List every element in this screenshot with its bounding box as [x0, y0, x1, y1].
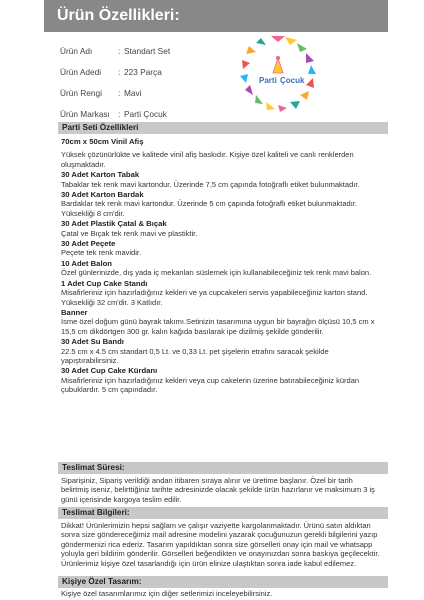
info-separator: :	[118, 87, 121, 98]
feature-text: Yüksek çözünürlükte ve kalitede vinil afiş baskıdır. Kişiye özel kaliteli ve canlı renklerden oluşmaktadır.	[61, 150, 354, 169]
section-delivery-title: Teslimat Bilgileri:	[58, 507, 388, 519]
page-title: Ürün Özellikleri:	[44, 0, 388, 32]
feature-title: 30 Adet Karton Tabak	[61, 170, 140, 180]
info-separator: :	[118, 108, 121, 119]
feature-title: 1 Adet Cup Cake Standı	[61, 278, 148, 288]
feature-title: 30 Adet Peçete	[61, 239, 116, 249]
shipping-text: Siparişiniz, Sipariş verildiği andan itibaren sıraya alınır ve üretime başlanır. Özel bir tarih belirtmiş iseniz, belirttiğiniz tarihte adresinizde olacak şekilde ürün hazırlanır ve maksimum 3 iş günü içerisinde kargoya teslim edilir.	[61, 476, 375, 504]
party-hat-icon	[273, 56, 283, 73]
feature-text: Çatal ve Bıçak tek renk mavi ve plastiktir.	[61, 228, 198, 238]
info-label: Ürün Adedi	[60, 66, 102, 77]
parti-cocuk-logo	[240, 36, 316, 112]
feature-title: 30 Adet Plastik Çatal & Bıçak	[61, 219, 167, 229]
info-row-color	[60, 82, 240, 103]
logo-text-right: Çocuk	[280, 76, 305, 85]
feature-text: Peçete tek renk mavidir.	[61, 248, 142, 258]
info-label: Ürün Markası	[60, 108, 110, 119]
feature-title: 30 Adet Cup Cake Kürdanı	[61, 366, 158, 376]
info-separator: :	[118, 45, 121, 56]
feature-text: 22.5 cm x 4.5 cm standart 0,5 Lt. ve 0,33 Lt. pet şişelerin etrafını saracak şekilde yapıştırabilirsiniz.	[61, 346, 329, 365]
logo-text-left: Parti	[259, 76, 277, 85]
custom-text: Kişiye özel tasarımlarımız için diğer setlerimizi inceleyebilirsiniz.	[61, 589, 273, 598]
info-value: Mavi	[124, 87, 142, 98]
info-row-count	[60, 61, 240, 82]
info-separator: :	[118, 66, 121, 77]
feature-title: Banner	[61, 307, 88, 317]
info-label: Ürün Adı	[60, 45, 93, 56]
info-value: 223 Parça	[124, 66, 162, 77]
info-row-brand	[60, 103, 240, 124]
feature-text: Misafirleriniz için hazırladığınız kekleri ve ya cupcakeleri servis yapabileceğiniz karton stand. Yüksekliği 32 cm'dir. 3 Katlıdır.	[61, 288, 368, 307]
feature-text: Özel günlerinizde, dış yada iç mekanları süslemek için kullanabileceğiniz tek renk mavi balon.	[61, 268, 372, 278]
delivery-text: Dikkat! Ürünlerimizin hepsi sağlam ve çalışır vaziyette kargolanmaktadır. Ürünü satın aldıktan sonra size göndereceğimiz mail adresine modelini yazarak çocuğunuzun gerekli bilgilerini yazıp göndermenizi rica ederiz. Tasarım yapıldıktan sonra size görselleri onay için mail ve whatsapp yoluyla geri bildirim gönderilir. Görselleri beğendikten ve onayınızdan sonra baskıya geçilecektir. Ürünlerimiz kişiye özel tasarlandığı için ürün elinize ulaştıktan sonra iade kabul edilemez.	[61, 521, 380, 568]
feature-title: 70cm x 50cm Vinil Afiş	[61, 137, 144, 146]
section-features-title: Parti Seti Özellikleri	[58, 122, 388, 134]
info-row-name	[60, 40, 240, 61]
feature-text: İsme özel doğum günü bayrak takımı.Setinizin tasarımına uygun bir bayrağın ölçüsü 10,5 cm x 15,5 cm dikdörtgen 300 gr. kalın kağıda basılarak ipe dizilmiş şekilde gönderilir.	[61, 317, 375, 336]
info-value: Standart Set	[124, 45, 171, 56]
info-label: Ürün Rengi	[60, 87, 102, 98]
info-value: Parti Çocuk	[124, 108, 167, 119]
feature-title: 10 Adet Balon	[61, 258, 112, 268]
feature-title: 30 Adet Karton Bardak	[61, 190, 144, 200]
feature-title: 30 Adet Su Bandı	[61, 337, 124, 347]
section-shipping-title: Teslimat Süresi:	[58, 462, 388, 474]
product-info-table	[60, 40, 240, 124]
feature-text: Tabaklar tek renk mavi kartondur. Üzerinde 7,5 cm çapında fotoğraflı etiket bulunmaktadır.	[61, 179, 360, 189]
feature-text: Bardaklar tek renk mavi kartondur. Üzerinde 5 cm çapında fotoğraflı etiket bulunmaktadır. Yüksekliği 8 cm'dir.	[61, 199, 357, 218]
features-list	[61, 137, 381, 396]
feature-text: Misafirleriniz için hazırladığınız kekleri veya cup cakelerin üzerine batırabileceğiniz kürdan çubuklardır. 5 cm çapındadır.	[61, 375, 360, 395]
bunting-flags	[240, 36, 316, 112]
section-custom-title: Kişiye Özel Tasarım:	[58, 576, 388, 588]
